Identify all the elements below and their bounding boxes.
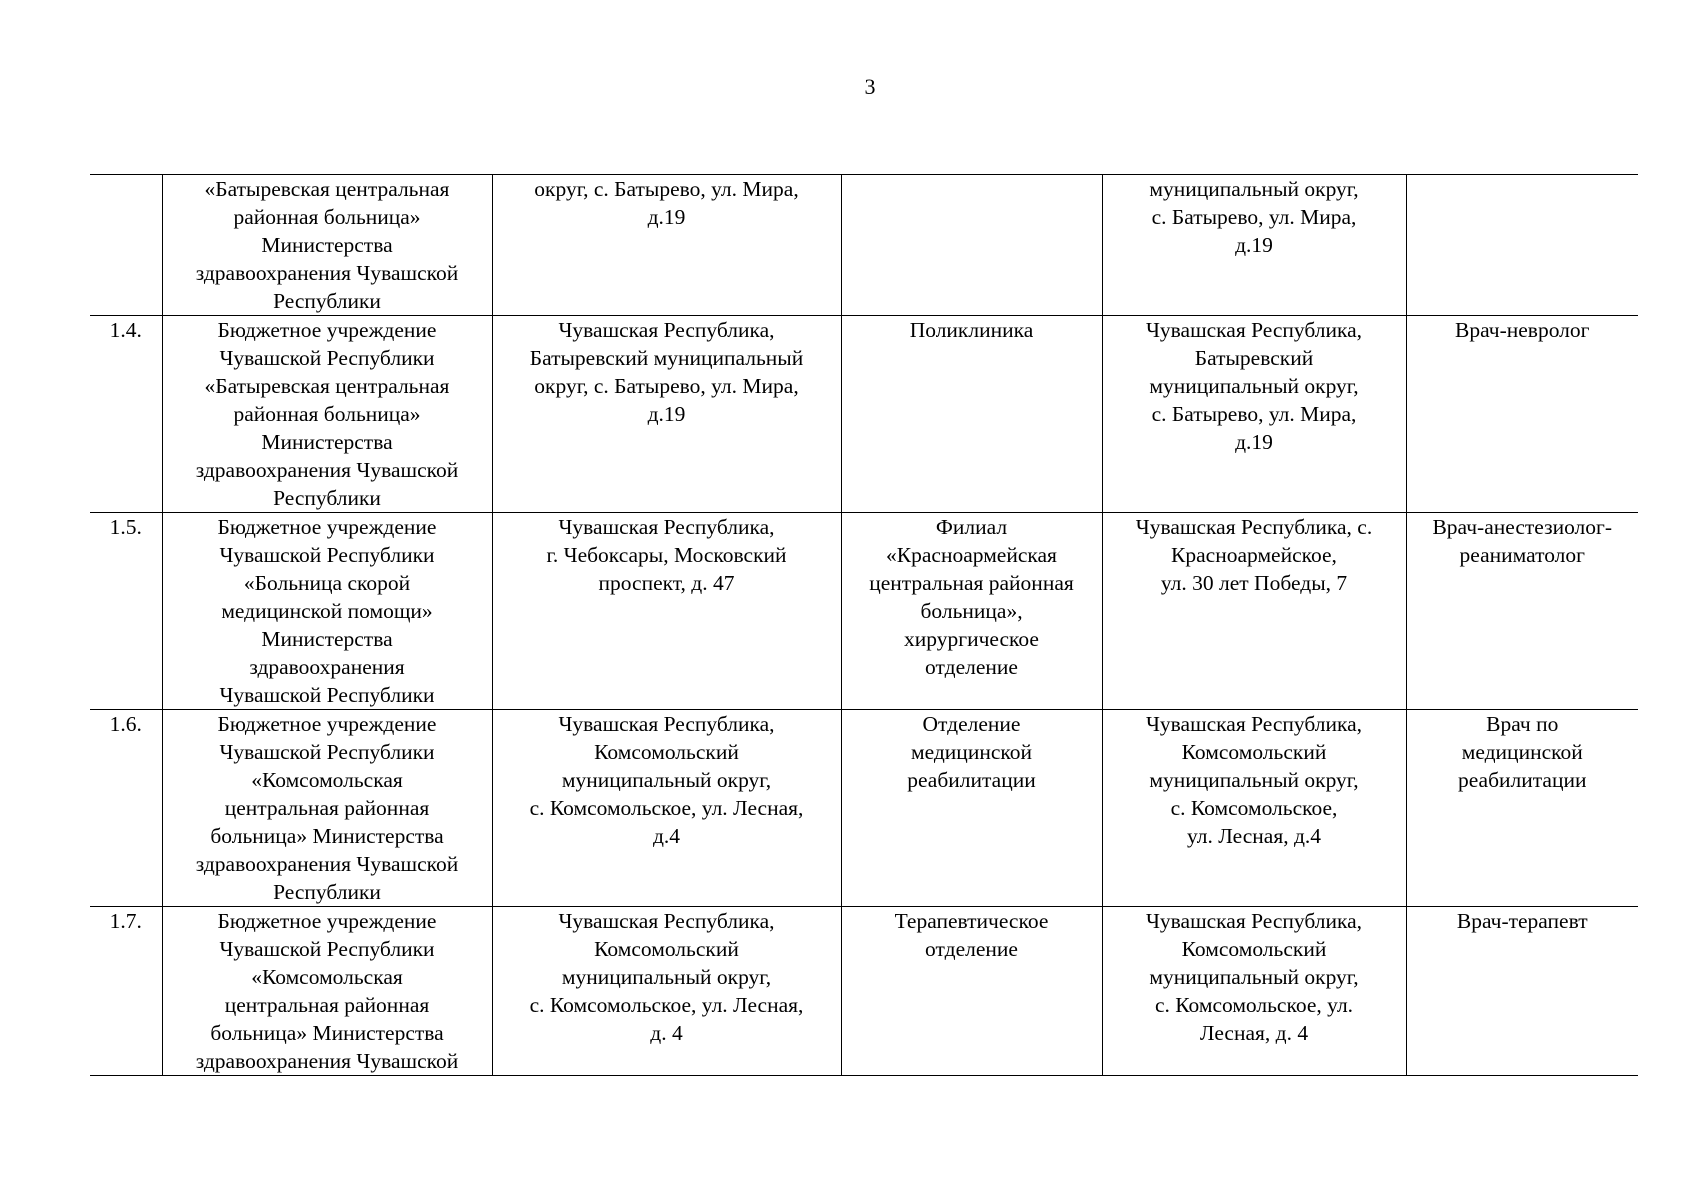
address-cell: Чувашская Республика, Комсомольский муниципальный округ, с. Комсомольское, ул. Лесная, д. 4 [492, 907, 841, 1076]
page-number: 3 [864, 74, 876, 99]
address-cell: Чувашская Республика, г. Чебоксары, Московский проспект, д. 47 [492, 513, 841, 710]
unit-cell: Филиал «Красноармейская центральная районная больница», хирургическое отделение [841, 513, 1102, 710]
table-row [90, 513, 1638, 710]
unit-cell: Поликлиника [841, 316, 1102, 513]
position-cell: Врач-невролог [1406, 316, 1638, 513]
location-cell: Чувашская Республика, Комсомольский муниципальный округ, с. Комсомольское, ул. Лесная, д. 4 [1102, 907, 1406, 1076]
unit-cell [841, 175, 1102, 316]
organization-cell: «Батыревская центральная районная больница» Министерства здравоохранения Чувашской Республики [162, 175, 492, 316]
organization-cell: Бюджетное учреждение Чувашской Республики «Больница скорой медицинской помощи» Министерства здравоохранения Чувашской Республики [162, 513, 492, 710]
row-number: 1.7. [90, 907, 162, 1076]
row-number [90, 175, 162, 316]
address-cell: округ, с. Батырево, ул. Мира, д.19 [492, 175, 841, 316]
vacancy-table [90, 174, 1638, 1076]
location-cell: муниципальный округ, с. Батырево, ул. Мира, д.19 [1102, 175, 1406, 316]
row-number: 1.4. [90, 316, 162, 513]
unit-cell: Терапевтическое отделение [841, 907, 1102, 1076]
position-cell: Врач по медицинской реабилитации [1406, 710, 1638, 907]
position-cell: Врач-терапевт [1406, 907, 1638, 1076]
unit-cell: Отделение медицинской реабилитации [841, 710, 1102, 907]
address-cell: Чувашская Республика, Комсомольский муниципальный округ, с. Комсомольское, ул. Лесная, д.4 [492, 710, 841, 907]
location-cell: Чувашская Республика, с. Красноармейское, ул. 30 лет Победы, 7 [1102, 513, 1406, 710]
address-cell: Чувашская Республика, Батыревский муниципальный округ, с. Батырево, ул. Мира, д.19 [492, 316, 841, 513]
location-cell: Чувашская Республика, Комсомольский муниципальный округ, с. Комсомольское, ул. Лесная, д.4 [1102, 710, 1406, 907]
row-number: 1.5. [90, 513, 162, 710]
row-number: 1.6. [90, 710, 162, 907]
organization-cell: Бюджетное учреждение Чувашской Республики «Батыревская центральная районная больница» Министерства здравоохранения Чувашской Республики [162, 316, 492, 513]
location-cell: Чувашская Республика, Батыревский муниципальный округ, с. Батырево, ул. Мира, д.19 [1102, 316, 1406, 513]
table-row [90, 710, 1638, 907]
table-row [90, 175, 1638, 316]
organization-cell: Бюджетное учреждение Чувашской Республики «Комсомольская центральная районная больница» Министерства здравоохранения Чувашской [162, 907, 492, 1076]
table-row [90, 316, 1638, 513]
organization-cell: Бюджетное учреждение Чувашской Республики «Комсомольская центральная районная больница» Министерства здравоохранения Чувашской Республики [162, 710, 492, 907]
position-cell: Врач-анестезиолог- реаниматолог [1406, 513, 1638, 710]
position-cell [1406, 175, 1638, 316]
table-row [90, 907, 1638, 1076]
